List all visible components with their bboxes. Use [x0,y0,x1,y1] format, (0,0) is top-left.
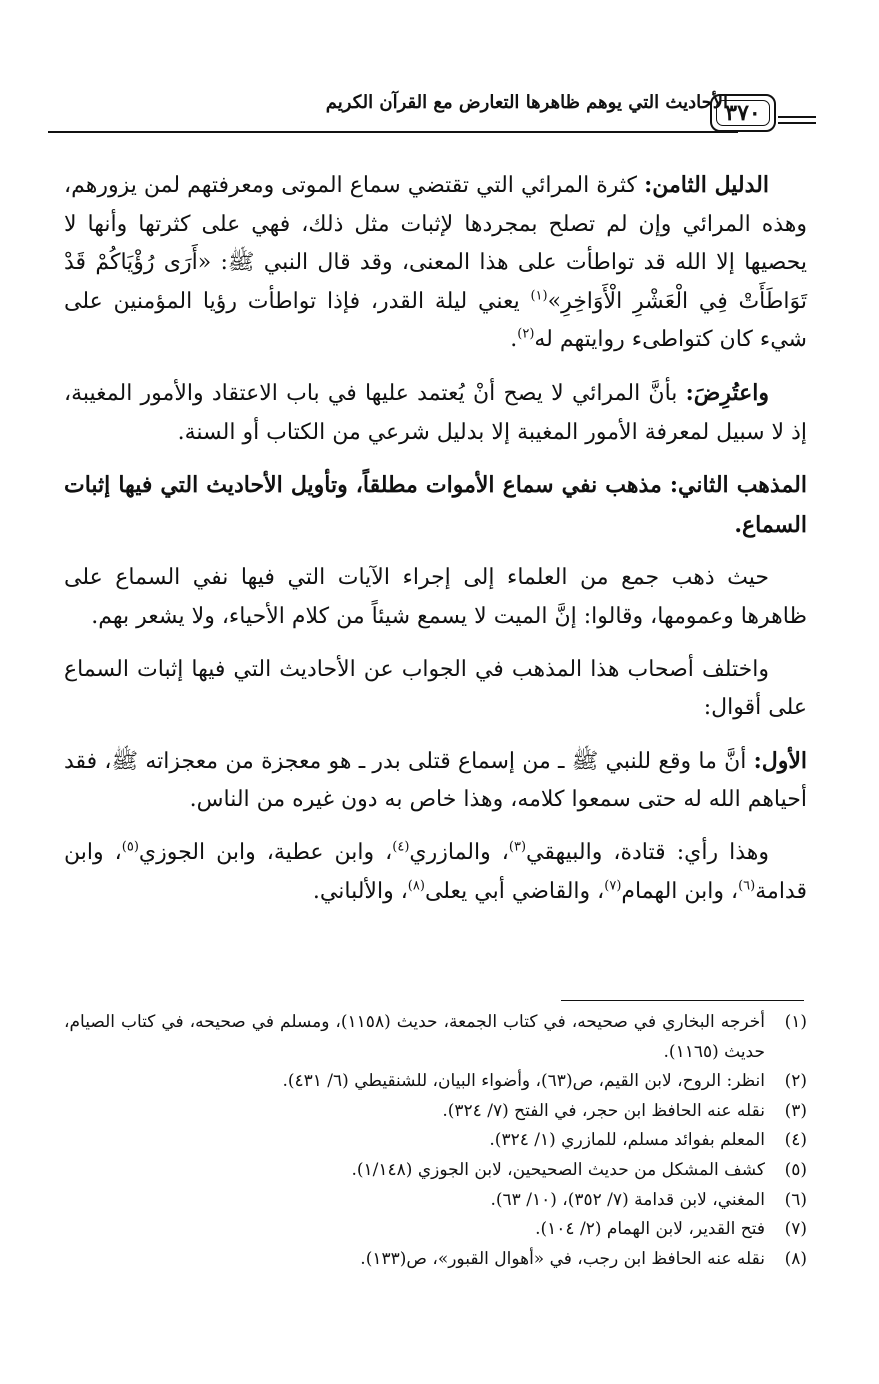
footnote-item [64,1156,807,1186]
paragraph-evidence-eight [64,166,807,360]
footnote-text: فتح القدير، لابن الهمام (٢/ ١٠٤). [535,1219,765,1240]
paragraph-text: يعني ليلة القدر، فإذا تواطأت رؤيا المؤمنين على شيء كان كتواطىء روايتهم له [64,288,807,353]
footnote-text: كشف المشكل من حديث الصحيحين، لابن الجوزي (١/١٤٨). [351,1159,765,1180]
paragraph-objection [64,374,807,452]
footnote-number: (٥) [784,1159,807,1180]
footnote-number: (٣) [784,1100,807,1121]
footnote-ref: (٢) [517,327,535,343]
footnote-number: (٦) [784,1189,807,1210]
footnote-text: المغني، لابن قدامة (٧/ ٣٥٢)، (١٠/ ٦٣). [490,1189,765,1210]
paragraph-scholars: حيث ذهب جمع من العلماء إلى إجراء الآيات التي فيها نفي السماع على ظاهرها وعمومها، وقالوا: إنَّ الميت لا يسمع شيئاً من كلام الأحياء، ولا يشعر بهم. [64,565,807,629]
paragraph-text: ، والألباني. [312,878,408,904]
footnote-ref: (٥) [121,839,139,855]
footnote-item [64,1067,807,1097]
footnote-text: نقله عنه الحافظ ابن حجر، في الفتح (٧/ ٣٢٤). [442,1100,765,1121]
footnote-separator [561,1000,804,1001]
running-title: الأحاديث التي يوهم ظاهرها التعارض مع القرآن الكريم [325,92,728,113]
footnote-number: (٢) [784,1071,807,1092]
header-rule [48,131,738,133]
paragraph-first-opinion [64,742,807,820]
paragraph-text: ، والمازري [409,839,509,865]
footnote-text: المعلم بفوائد مسلم، للمازري (١/ ٣٢٤). [489,1130,765,1151]
paragraph-text: ، وابن الهمام [621,878,739,904]
footnote-ref: (٦) [738,878,756,894]
footnote-number: (٧) [784,1219,807,1240]
paragraph-text: وهذا رأي: قتادة، والبيهقي [526,839,769,865]
paragraph-text: بأنَّ المرائي لا يصح أنْ يُعتمد عليها في باب الاعتقاد والأمور المغيبة، إذ لا سبيل لمعرفة الأمور المغيبة إلا بدليل شرعي من الكتاب أو السنة. [64,380,807,445]
heading-lead: المذهب الثاني: [669,472,807,499]
paragraph-disagreement: واختلف أصحاب هذا المذهب في الجواب عن الأحاديث التي فيها إثبات السماع على أقوال: [64,656,807,721]
footnote-ref: (١) [530,288,548,304]
footnote-text: أخرجه البخاري في صحيحه، في كتاب الجمعة، حديث (١١٥٨)، ومسلم في صحيحه، في كتاب الصيام، حديث (١١٦٥). [64,1012,766,1062]
footnote-number: (٤) [784,1130,807,1151]
footnote-item [64,1215,807,1245]
paragraph-proponents [64,834,807,911]
footnote-ref: (٨) [407,878,425,894]
paragraph-text: ، وابن عطية، وابن الجوزي [138,839,393,865]
paragraph-lead: الدليل الثامن: [644,172,769,198]
section-heading-second-view [64,466,807,545]
footnote-item [64,1245,807,1275]
footnote-text: انظر: الروح، لابن القيم، ص(٦٣)، وأضواء البيان، للشنقيطي (٦/ ٤٣١). [282,1071,765,1092]
footnote-number: (٨) [784,1248,807,1269]
footnote-item [64,1097,807,1127]
heading-text: مذهب نفي سماع الأموات مطلقاً، وتأويل الأحاديث التي فيها إثبات السماع. [64,472,807,538]
paragraph-text: ، وابن قدامة [64,839,807,904]
footnote-item [64,1126,807,1156]
header-rule-right-2 [778,122,816,124]
header-rule-right [778,116,816,118]
paragraph-text: كثرة المرائي التي تقتضي سماع الموتى ومعرفتهم لمن يزورهم، وهذه المرائي وإن لم تصلح بمجردها لإثبات مثل ذلك، فهي على كثرتها وأنها لا يحصيها إلا الله قد تواطأت على هذا المعنى، وقد قال النبي ﷺ: «أَرَى رُؤْيَاكُمْ قَدْ تَوَاطَأَتْ فِي الْعَشْرِ الْأَوَاخِرِ» [64,173,807,314]
paragraph-text: أنَّ ما وقع للنبي ﷺ ـ من إسماع قتلى بدر ـ هو معجزة من معجزاته ﷺ، فقد أحياهم الله له حتى سمعوا كلامه، وهذا خاص به دون غيره من الناس. [64,748,807,813]
page-header [48,88,818,140]
footnote-ref: (٧) [604,878,622,894]
footnote-ref: (٣) [508,839,527,855]
footnote-item [64,1186,807,1216]
footnote-ref: (٤) [392,839,410,855]
paragraph-lead: الأول: [753,747,807,774]
page-number: ٣٧٠ [725,100,761,126]
paragraph-text: ، والقاضي أبي يعلى [424,878,605,904]
footnote-item [64,1008,807,1067]
page-number-box [710,94,776,132]
footnotes [64,1008,807,1274]
main-text [64,166,807,925]
footnote-text: نقله عنه الحافظ ابن رجب، في «أهوال القبور»، ص(١٣٣). [360,1248,765,1269]
paragraph-lead: واعتُرِضَ: [685,379,769,406]
footnote-number: (١) [784,1012,807,1032]
paragraph-text: . [510,327,518,353]
